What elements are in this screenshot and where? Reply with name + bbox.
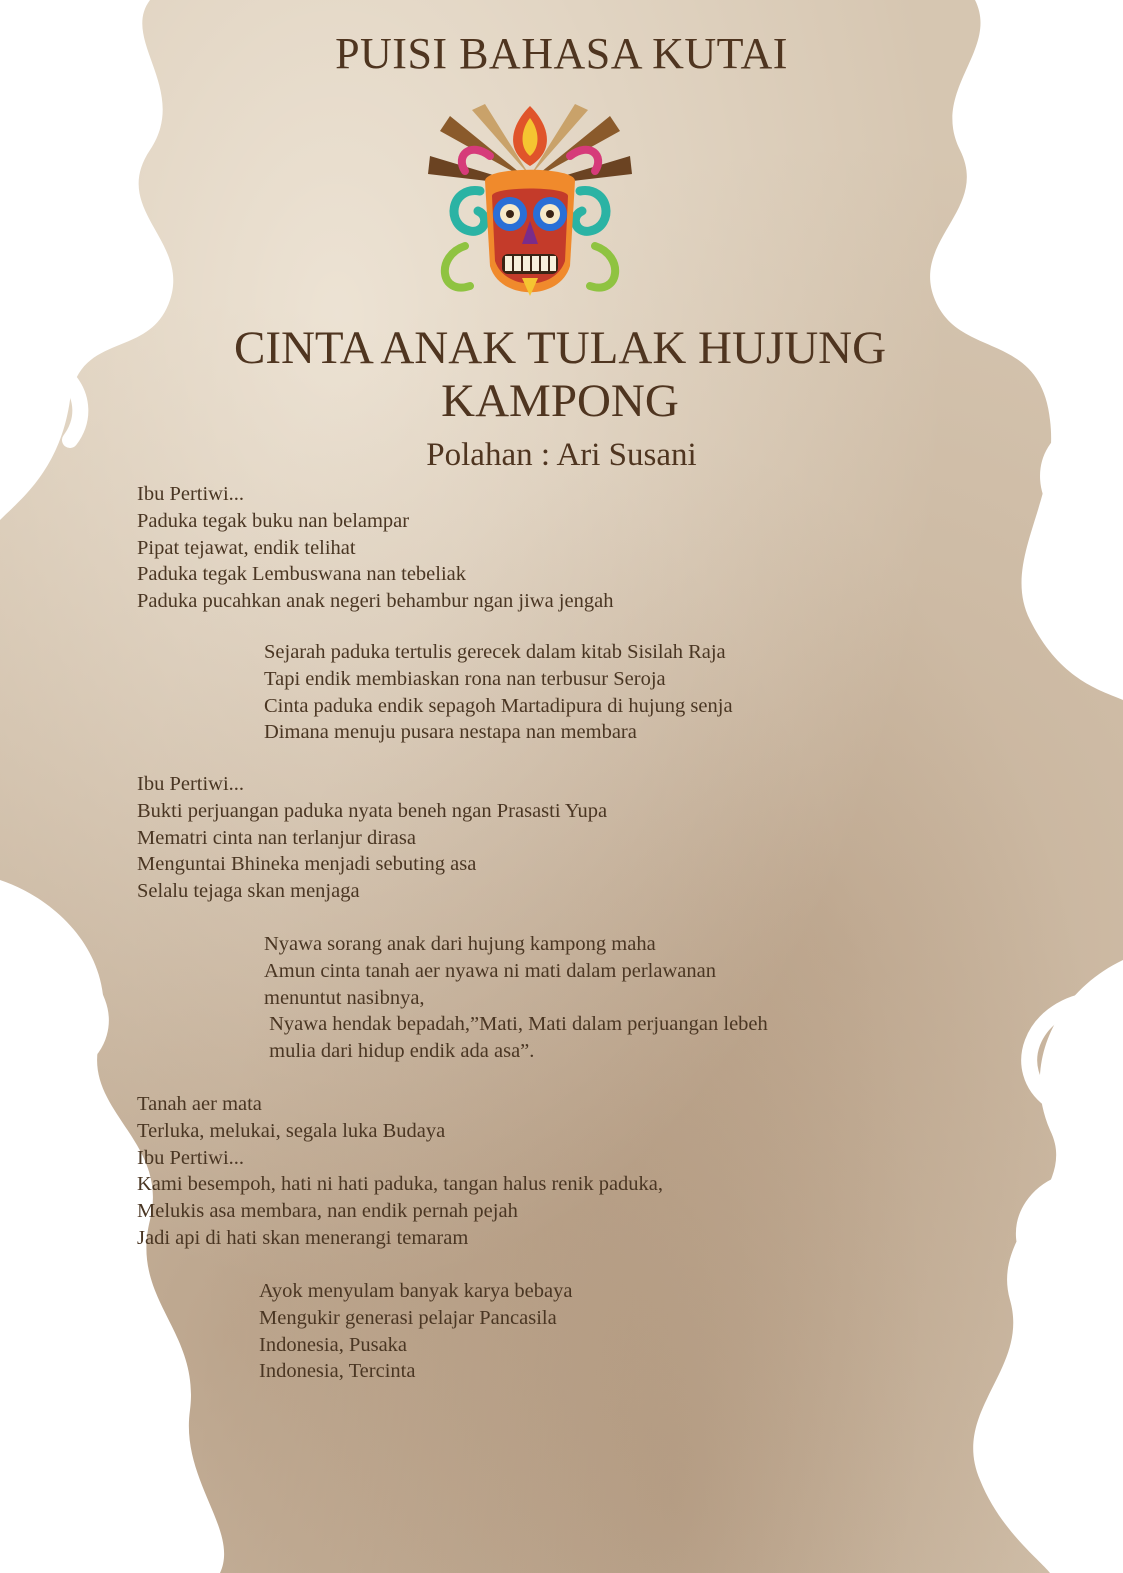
poem-line: Ayok menyulam banyak karya bebaya — [259, 1280, 573, 1302]
poem-line: Mematri cinta nan terlanjur dirasa — [137, 826, 416, 849]
page-title: PUISI BAHASA KUTAI — [335, 29, 788, 78]
poem-line: Cinta paduka endik sepagoh Martadipura di hujung senja — [264, 694, 733, 717]
poem-line: Paduka tegak buku nan belampar — [137, 509, 410, 532]
stanza-5 — [137, 1091, 663, 1252]
poem-line: Ibu Pertiwi... — [137, 773, 245, 795]
poem-line: Terluka, melukai, segala luka Budaya — [137, 1119, 446, 1142]
stanza-3 — [137, 771, 607, 905]
poem-line: Dimana menuju pusara nestapa nan membara — [264, 721, 637, 744]
poem-line: Sejarah paduka tertulis gerecek dalam kitab Sisilah Raja — [264, 641, 726, 663]
poem-author: Polahan : Ari Susani — [426, 437, 697, 473]
poem-line: Ibu Pertiwi... — [137, 483, 245, 505]
poem-line: Paduka pucahkan anak negeri behambur ngan jiwa jengah — [137, 590, 614, 613]
poem-line: Tapi endik membiaskan rona nan terbusur Seroja — [264, 667, 666, 690]
poem-line: menuntut nasibnya, — [264, 986, 425, 1009]
poem-line: Mengukir generasi pelajar Pancasila — [259, 1306, 557, 1329]
poem-line: Selalu tejaga skan menjaga — [137, 880, 360, 903]
poem-line: Kami besempoh, hati ni hati paduka, tangan halus renik paduka, — [137, 1173, 664, 1196]
poem-line: Bukti perjuangan paduka nyata beneh ngan Prasasti Yupa — [137, 799, 608, 822]
poem-line: Pipat tejawat, endik telihat — [137, 536, 356, 559]
poem-line: Nyawa sorang anak dari hujung kampong maha — [264, 933, 656, 955]
poem-line: Indonesia, Pusaka — [259, 1333, 408, 1356]
poem-line: Paduka tegak Lembuswana nan tebeliak — [137, 563, 467, 586]
poem-line: mulia dari hidup endik ada asa”. — [264, 1040, 535, 1063]
poem-line: Jadi api di hati skan menerangi temaram — [137, 1226, 469, 1249]
poem-title: CINTA ANAK TULAK HUJUNG KAMPONG — [233, 322, 887, 427]
dayak-mask-icon — [410, 96, 650, 311]
stanza-6 — [259, 1278, 572, 1385]
poem-line: Melukis asa membara, nan endik pernah pejah — [137, 1200, 518, 1223]
stanza-2 — [264, 639, 733, 746]
poem-line: Amun cinta tanah aer nyawa ni mati dalam perlawanan — [264, 959, 716, 982]
poem-line: Ibu Pertiwi... — [137, 1146, 245, 1169]
poem-line: Menguntai Bhineka menjadi sebuting asa — [137, 853, 477, 876]
stanza-4 — [264, 931, 768, 1065]
poem-line: Nyawa hendak bepadah,”Mati, Mati dalam perjuangan lebeh — [264, 1013, 768, 1036]
poem-line: Indonesia, Tercinta — [259, 1360, 416, 1383]
stanza-1 — [137, 481, 613, 615]
poem-line: Tanah aer mata — [137, 1093, 262, 1115]
